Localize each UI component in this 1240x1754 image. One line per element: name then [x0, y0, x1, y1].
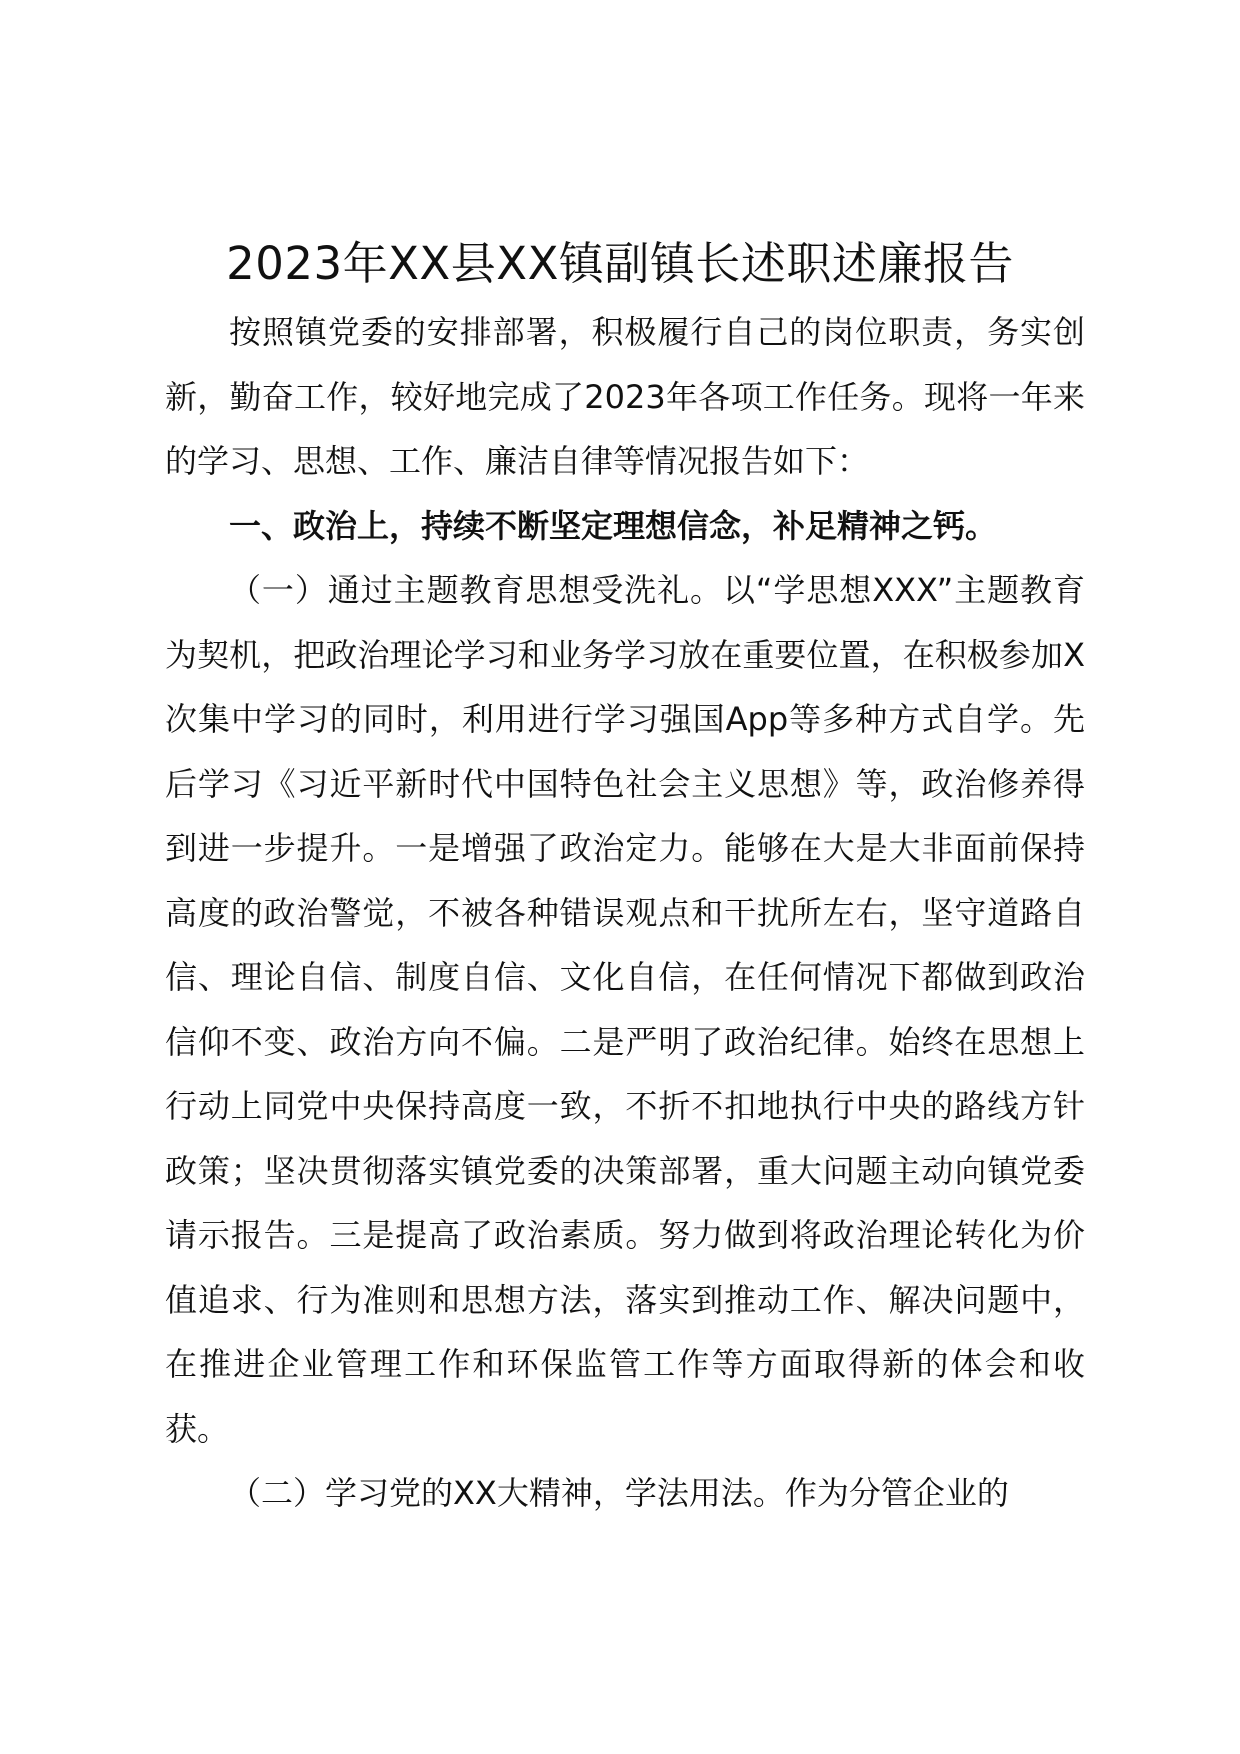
subsection-1-paragraph: （一）通过主题教育思想受洗礼。以“学思想XXX”主题教育为契机，把政治理论学习和业务学习放在重要位置，在积极参加X次集中学习的同时，利用进行学习强国App等多种方式自学。先后学习《习近平新时代中国特色社会主义思想》等，政治修养得到进一步提升。一是增强了政治定力。能够在大是大非面前保持高度的政治警觉，不被各种错误观点和干扰所左右，坚守道路自信、理论自信、制度自信、文化自信，在任何情况下都做到政治信仰不变、政治方向不偏。二是严明了政治纪律。始终在思想上行动上同党中央保持高度一致，不折不扣地执行中央的路线方针政策；坚决贯彻落实镇党委的决策部署，重大问题主动向镇党委请示报告。三是提高了政治素质。努力做到将政治理论转化为价值追求、行为准则和思想方法，落实到推动工作、解决问题中，在推进企业管理工作和环保监管工作等方面取得新的体会和收获。 [165, 571, 1085, 1448]
subsection-2-paragraph: （二）学习党的XX大精神，学法用法。作为分管企业的 [229, 1474, 1009, 1512]
document-body [165, 300, 1085, 1526]
section-heading-1: 一、政治上，持续不断坚定理想信念，补足精神之钙。 [229, 506, 998, 545]
document-title: 2023年XX县XX镇副镇长述职述廉报告 [226, 237, 1014, 290]
intro-paragraph: 按照镇党委的安排部署，积极履行自己的岗位职责，务实创新，勤奋工作，较好地完成了2023年各项工作任务。现将一年来的学习、思想、工作、廉洁自律等情况报告如下： [165, 313, 1085, 480]
